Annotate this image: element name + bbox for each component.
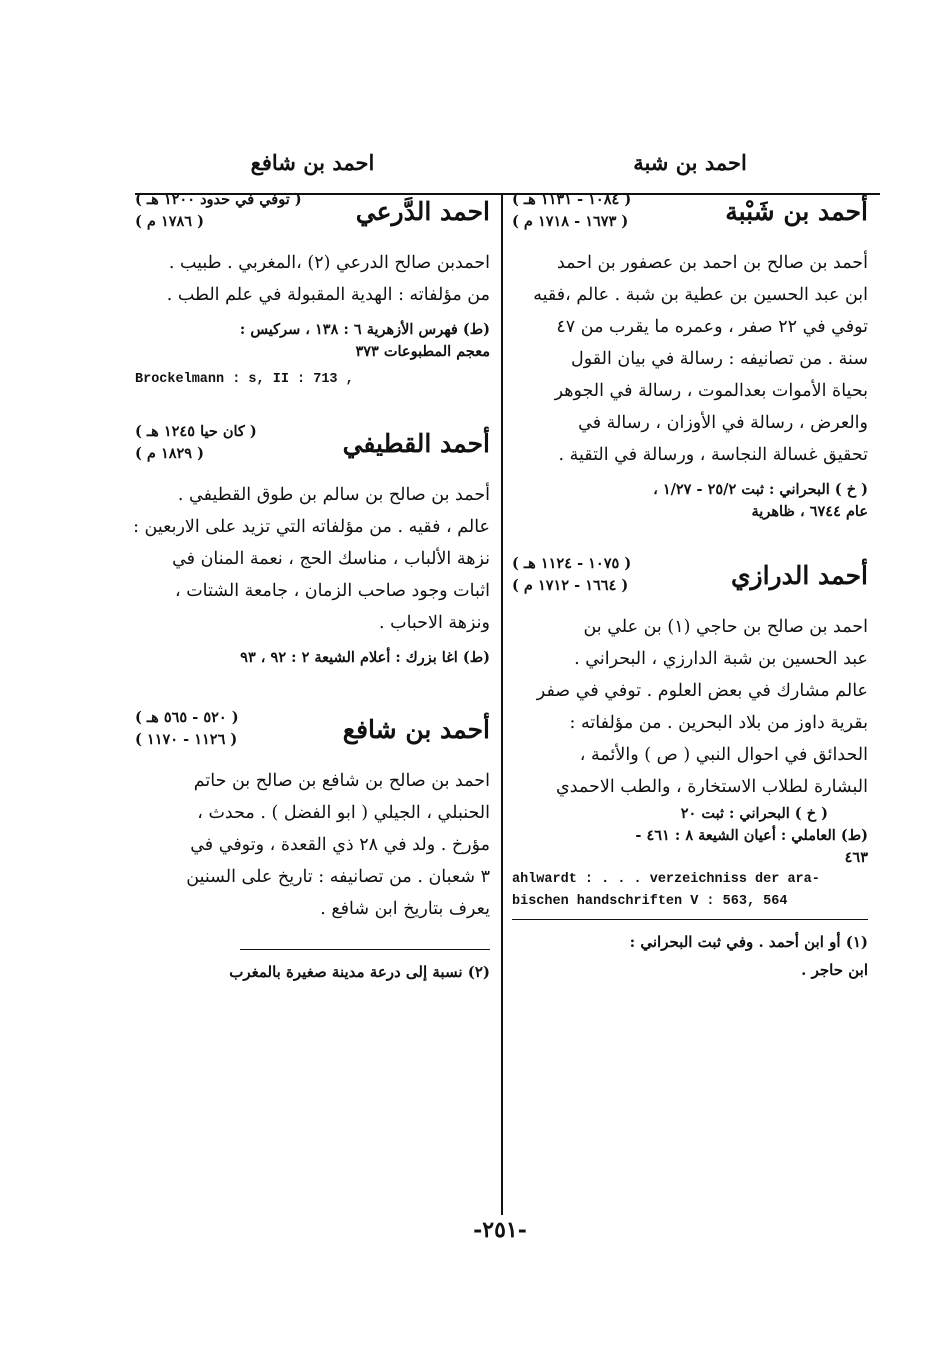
column-divider [501,193,503,1215]
entry-title: أحمد الدرازي [730,561,868,590]
entry-references: ( خ ) البحراني : ثبت ٢٥/٢ - ١/٢٧ ، عام ٦٧٤٤ ، ظاهرية [653,481,868,520]
left-column [135,140,490,986]
left-column-header: احمد بن شافع [250,150,375,175]
entry-body: أحمد بن صالح بن سالم بن طوق القطيفي . عالم ، فقيه . من مؤلفاته التي تزيد على الاربعين : نزهة الألباب ، مناسك الحج ، نعمة المنان في اثبات وجود صاحب الزمان ، جامعة الشتات ، ونزهة الاحباب . [133,485,490,633]
entry-body: احمدبن صالح الدرعي (٢) ،المغربي . طبيب . من مؤلفاته : الهدية المقبولة في علم الطب . [166,253,490,305]
latin-reference: ahlwardt : . . . verzeichniss der ara- [512,872,820,887]
entry-header [512,185,868,247]
entry-body: احمد بن صالح بن شافع بن صالح بن حاتم الحنبلي ، الجيلي ( ابو الفضل ) . محدث ، مؤرخ . ولد في ٢٨ ذي القعدة ، وتوفي في ٣ شعبان . من تصانيفه : تاريخ على السنين يعرف بتاريخ ابن شافع . [186,771,490,919]
entry-references: (ط) فهرس الأزهرية ٦ : ١٣٨ ، سركيس : معجم المطبوعات ٣٧٣ Brockelmann : s, II : 713 , [135,319,490,391]
right-column-header: احمد بن شبة [633,150,747,175]
entry-body: أحمد بن صالح بن احمد بن عصفور بن احمد ابن عبد الحسين بن عطية بن شبة . عالم ،فقيه توفي في ٢٢ صفر ، وعمره ما يقرب من ٤٧ سنة . من تصانيفه : رسالة في بيان القول بحياة الأموات بعدالموت ، رسالة في الجوهر والعرض ، رسالة في الأوزان ، رسالة في تحقيق غسالة النجاسة ، ورسالة في التقية . [533,253,868,465]
entry-title: أحمد بن شَبْبة [725,197,868,226]
footnote: (٢) نسبة إلى درعة مدينة صغيرة بالمغرب [229,963,490,981]
entry-header [512,549,868,611]
footnote-rule [512,919,868,920]
entry-references: ( خ ) البحراني : ثبت ٢٠ (ط) العاملي : أعيان الشيعة ٨ : ٤٦١ - ٤٦٣ ahlwardt : . . . verzeichniss der ara- bischen handschriften V : 563, 564 [512,803,868,913]
right-column [512,140,868,984]
footnote-rule [240,949,490,950]
entry-header [135,185,490,247]
entry-header [135,417,490,479]
entry-dates: ( توفي في حدود ١٢٠٠ هـ ) ( ١٧٨٦ م ) [135,191,302,230]
entry-dates: ( ١٠٧٥ - ١١٢٤ هـ ) ( ١٦٦٤ - ١٧١٢ م ) [512,555,632,594]
latin-reference: bischen handschriften V : 563, 564 [512,894,788,909]
entry-dates: ( ١٠٨٤ - ١١٣١ هـ ) ( ١٦٧٣ - ١٧١٨ م ) [512,191,632,230]
entry-references: (ط) اغا بزرك : أعلام الشيعة ٢ : ٩٢ ، ٩٣ [240,649,490,666]
latin-reference: Brockelmann : s, II : 713 , [135,372,354,387]
entry-title: احمد الدَّرعي [355,197,490,226]
entry-dates: ( كان حيا ١٢٤٥ هـ ) ( ١٨٢٩ م ) [135,423,257,462]
page-number: -٢٥١- [473,1217,527,1243]
entry-dates: ( ٥٢٠ - ٥٦٥ هـ ) ( ١١٢٦ - ١١٧٠ ) [135,709,239,748]
entry-body: احمد بن صالح بن حاجي (١) بن علي بن عبد الحسين بن شبة الدارزي ، البحراني . عالم مشارك في بعض العلوم . توفي في صفر بقرية داوز من بلاد البحرين . من مؤلفاته : الحدائق في احوال النبي ( ص ) والأئمة ، البشارة لطلاب الاستخارة ، والطب الاحمدي [536,617,868,797]
entry-title: أحمد القطيفي [342,429,490,458]
footnote: (١) أو ابن أحمد . وفي ثبت البحراني : ابن حاجر . [629,933,868,979]
entry-header [135,703,490,765]
entry-title: أحمد بن شافع [342,715,490,744]
